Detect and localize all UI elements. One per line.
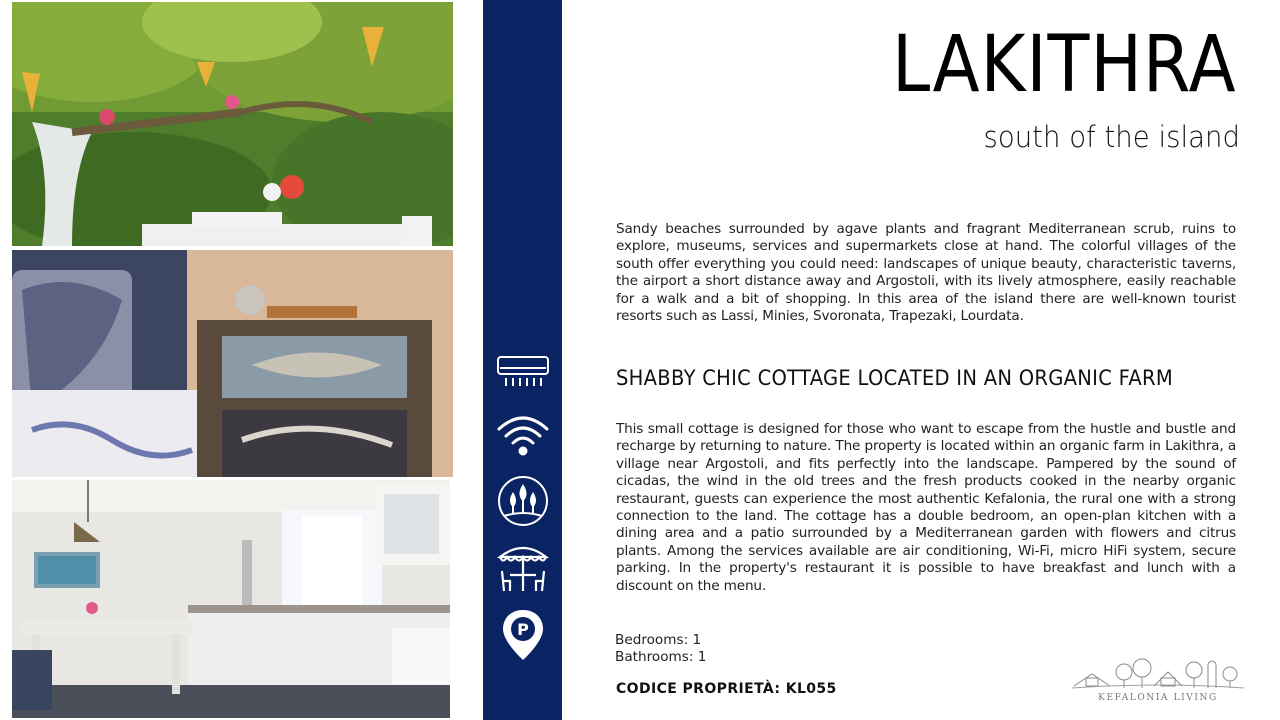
kitchen-photo: [12, 480, 450, 718]
property-heading: SHABBY CHIC COTTAGE LOCATED IN AN ORGANIC FARM: [616, 366, 1173, 390]
bathrooms-count: Bathrooms: 1: [615, 649, 707, 665]
property-code: CODICE PROPRIETÀ: KL055: [616, 681, 837, 697]
patio-umbrella-icon: [496, 539, 550, 593]
page-subtitle: south of the island: [983, 120, 1240, 154]
garden-icon: [496, 474, 550, 528]
cottage-description: This small cottage is designed for those who want to escape from the hustle and bustle and recharge by returning to nature. The property is located within an organic farm in Lakithra, a village near Argostoli, and fits perfectly into the landscape. Pampered by the sound of cicadas, the wind in the old trees and the fresh products cooked in the nearby organic restaurant, guests can experience the most authentic Kefalonia, the rural one with a strong connection to the land. The cottage has a double bedroom, an open-plan kitchen with a dining area and a patio surrounded by a Mediterranean garden with flowers and citrus plants. Among the services available are air conditioning, Wi-Fi, micro HiFi system, secure parking. In the property's restaurant it is possible to have breakfast and lunch with a discount on the menu.: [616, 421, 1236, 594]
bedrooms-count: Bedrooms: 1: [615, 632, 702, 648]
area-description: Sandy beaches surrounded by agave plants and fragrant Mediterranean scrub, ruins to explore, museums, services and supermarkets close at hand. The colorful villages of the south offer everything you could need: landscapes of unique beauty, characteristic taverns, the airport a short distance away and Argostoli, with its lively atmosphere, easily reachable for a walk and a bit of shopping. In this area of the island there are well-known tourist resorts such as Lassi, Minies, Svoronata, Trapezaki, Lourdata.: [616, 221, 1236, 325]
wifi-icon: [496, 409, 550, 463]
parking-pin-icon: [496, 608, 550, 662]
page-title: LAKITHRA: [891, 20, 1236, 110]
garden-photo: [12, 2, 453, 246]
air-conditioner-icon: [496, 344, 550, 398]
brand-logo: [1072, 656, 1244, 706]
svg-text:P: P: [517, 620, 529, 639]
amenities-sidebar: [483, 0, 562, 720]
logo-graphic: [1072, 656, 1244, 692]
property-facts: [615, 632, 706, 666]
bedroom-photo: [12, 250, 453, 477]
logo-text: KEFALONIA LIVING: [1098, 693, 1218, 703]
